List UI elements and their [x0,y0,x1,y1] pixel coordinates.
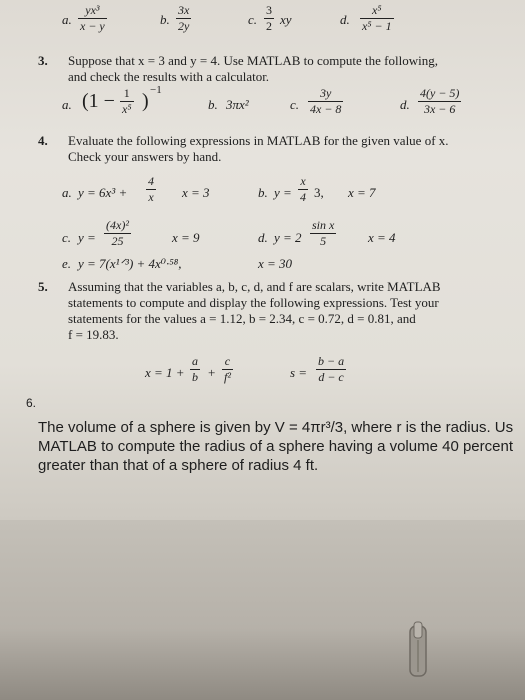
q5-number: 5. [38,279,48,294]
q2b-label: b. [160,12,170,27]
q4d-den: 5 [310,233,336,249]
q2a-label: a. [62,12,72,27]
q3c-den: 4x − 8 [310,102,342,116]
q5-x-left: x = 1 + [145,365,185,380]
q2a-den: x − y [80,19,105,33]
q6-line2: MATLAB to compute the radius of a sphere having a volume 40 percent [38,438,513,455]
q2c-fraction [264,3,274,34]
q5-line2: statements to compute and display the following expressions. Test your [68,295,439,310]
q6-line3: greater than that of a sphere of radius 4 ft. [38,457,319,474]
q5-s-left: s = [290,365,308,380]
q2b-den: 2y [178,19,190,33]
q3d-label: d. [400,97,410,112]
q4e-given: x = 30 [258,256,293,271]
q3b-expr: 3πx² [226,97,249,112]
q4a-given: x = 3 [182,185,210,200]
q4c-label: c. [62,230,72,245]
q4c-fraction [104,218,131,249]
q2d-den: x⁵ − 1 [362,19,392,33]
page-bottom-shadow [0,520,525,700]
binder-clip-icon [400,620,436,680]
q4b-fraction [298,174,308,205]
q4d-left: y = 2 [274,230,302,245]
q5-line1: Assuming that the variables a, b, c, d, and f are scalars, write MATLAB [68,279,441,294]
q2c-tail: xy [280,12,292,27]
q3b-label: b. [208,97,218,112]
q4b-num: x [300,174,306,188]
q4e-expr: y = 7(x¹ᐟ³) + 4x⁰·⁵⁸, [78,256,182,271]
q3c-label: c. [290,97,300,112]
q5-x-num2: c [224,354,231,368]
q3d-fraction [418,86,461,117]
q2d-num: x⁵ [372,3,382,17]
q3a-left: (1 − [82,90,115,112]
q2b-num: 3x [178,3,190,17]
q3-line1: Suppose that x = 3 and y = 4. Use MATLAB to compute the following, [68,53,438,68]
q2c-num: 3 [266,3,272,17]
q2b-fraction [176,3,191,34]
q4a-den: x [146,189,156,205]
q5-s-num: b − a [318,354,345,368]
q3a-den: x⁵ [122,102,132,116]
q2c-label: c. [248,12,258,27]
q4d-label: d. [258,230,268,245]
q4d-fraction [310,218,336,249]
q4a-num: 4 [148,174,154,188]
q4b-den: 4 [300,190,306,204]
q4-line1: Evaluate the following expressions in MATLAB for the given value of x. [68,133,449,148]
q4-line2: Check your answers by hand. [68,149,222,164]
q4b-label: b. [258,185,268,200]
q3a-num: 1 [123,86,130,100]
q4a-left: y = 6x³ + [78,185,128,200]
q4a-label: a. [62,185,72,200]
q4c-left: y = [78,230,96,245]
q2c-den: 2 [266,19,272,33]
q5-x-den2: f² [224,370,231,384]
q5-s-den: d − c [316,369,346,385]
q5-x-frac2 [222,354,233,385]
q5-x-frac1 [190,354,200,385]
q2d-fraction [360,3,394,34]
q5-x-den1: b [192,370,198,384]
q5-x-num1: a [192,354,198,368]
q3a-right: ) [142,90,149,112]
q5-s-frac [316,354,346,385]
q4b-given: x = 7 [348,185,376,200]
q5-line4: f = 19.83. [68,327,119,342]
q4-number: 4. [38,133,48,148]
q3-number: 3. [38,53,48,68]
q3d-num: 4(y − 5) [420,86,460,100]
q6-line1: The volume of a sphere is given by V = 4πr³/3, where r is the radius. Us [38,419,514,436]
q5-line3: statements for the values a = 1.12, b = 2.34, c = 0.72, d = 0.81, and [68,311,416,326]
q2a-fraction [78,3,107,34]
q4c-given: x = 9 [172,230,200,245]
q4d-given: x = 4 [368,230,396,245]
q3d-den: 3x − 6 [418,101,461,117]
q3a-fraction [120,86,134,117]
q4d-num: sin x [312,218,335,232]
q6-number: 6. [26,396,37,410]
q2d-label: d. [340,12,350,27]
q2a-num: yx³ [85,3,100,17]
q5-x-plus: + [208,365,216,380]
q3c-fraction [308,86,343,117]
q4b-left: y = [274,185,292,200]
q3a-label: a. [62,97,72,112]
q4c-den: 25 [104,233,131,249]
q3a-exp: −1 [150,84,162,96]
q3-line2: and check the results with a calculator. [68,69,270,84]
q4c-num: (4x)² [106,218,129,232]
q3c-num: 3y [320,86,332,100]
q4e-label: e. [62,256,72,271]
q4a-fraction [146,174,156,205]
q4b-right: 3, [314,185,324,200]
